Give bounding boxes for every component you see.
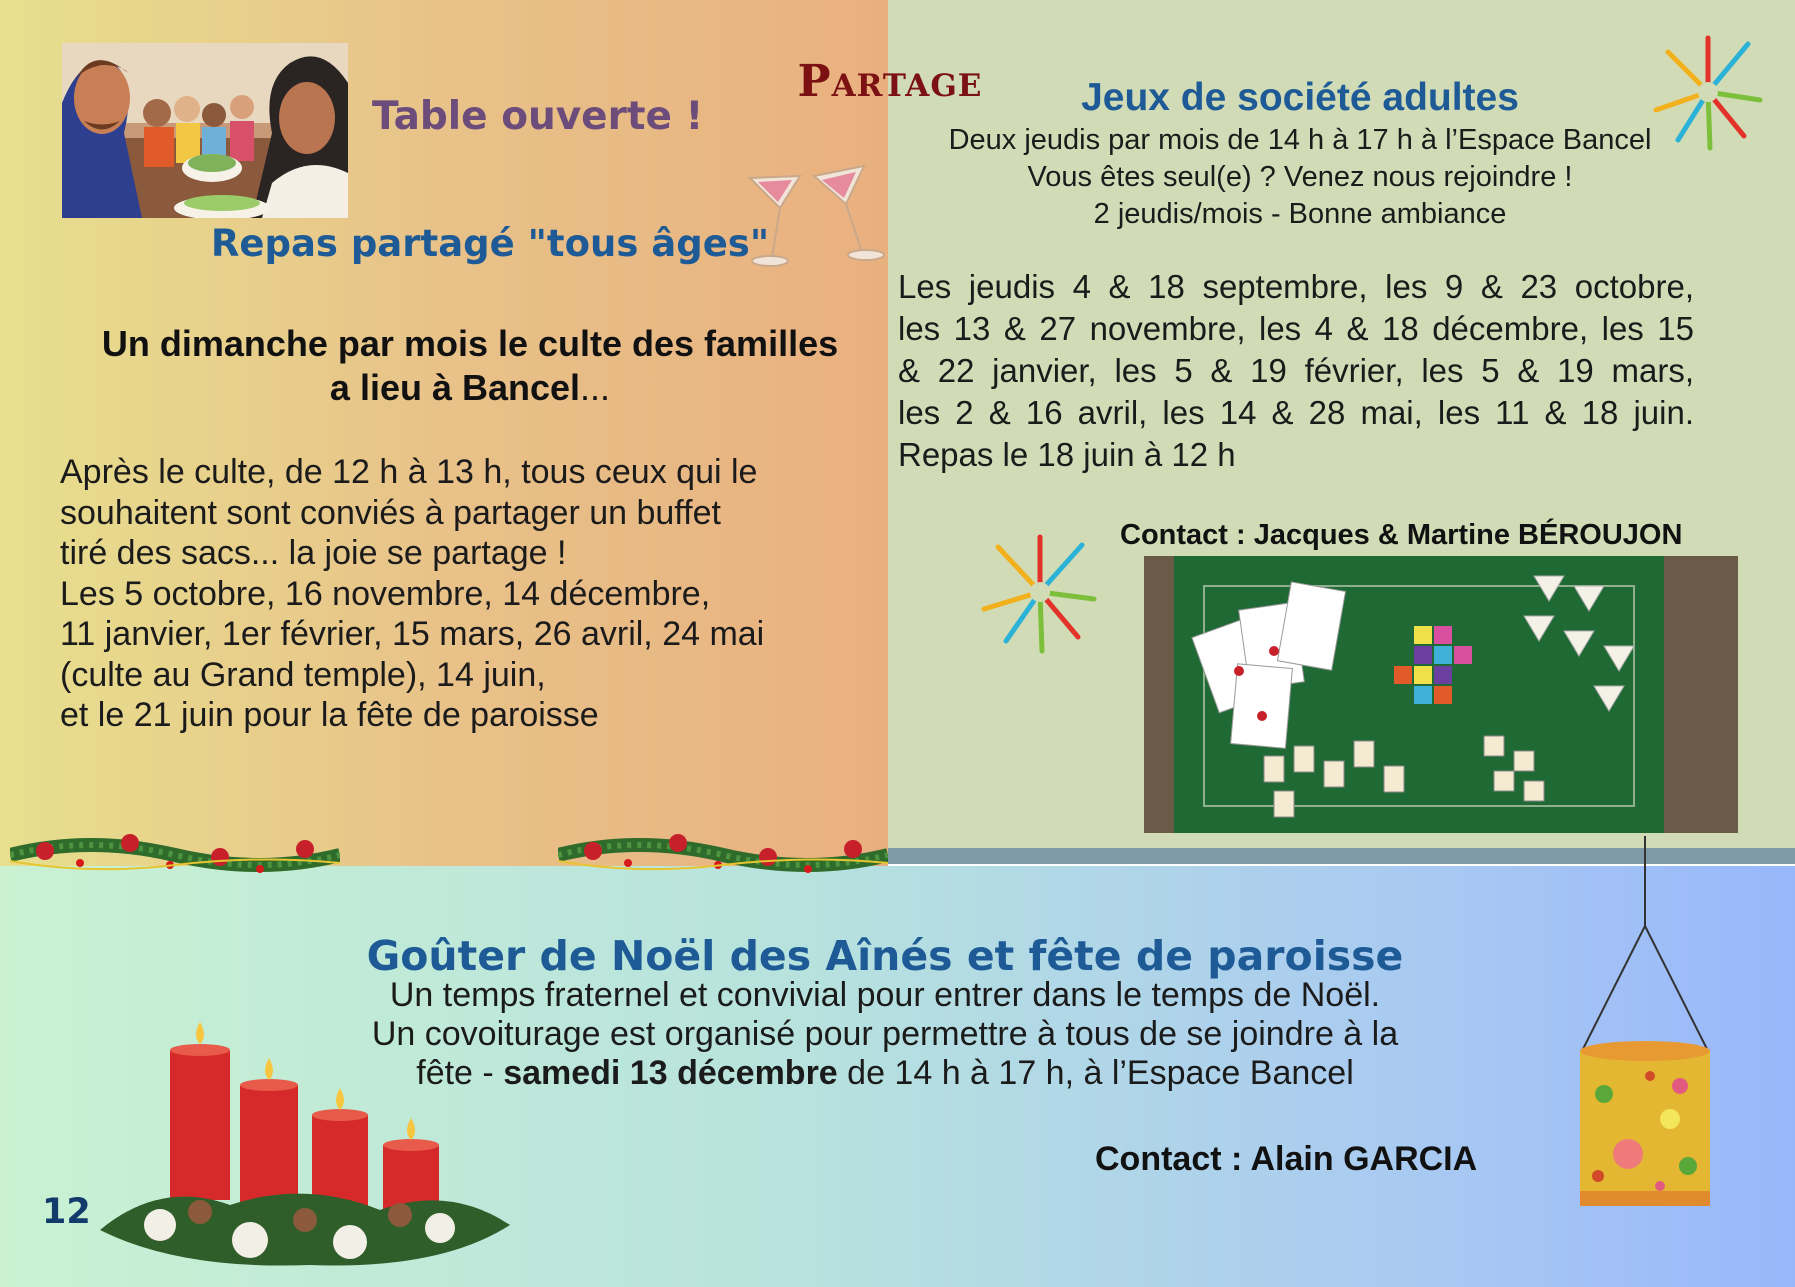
gouter-line-1: Un temps fraternel et convivial pour entrer dans le temps de Noël.: [389, 976, 1381, 1014]
intro-line: Deux jeudis par mois de 14 h à 17 h à l’Espace Bancel: [948, 124, 1652, 156]
body-line: 11 janvier, 1er février, 15 mars, 26 avril, 24 mai: [60, 615, 765, 653]
page-number: 12: [42, 1192, 91, 1232]
gouter-date: samedi 13 décembre: [503, 1054, 838, 1092]
culte-line-1: Un dimanche par mois le culte des familles: [101, 323, 839, 364]
firework-icon: [978, 527, 1102, 657]
body-line: tiré des sacs... la joie se partage !: [60, 534, 567, 572]
gouter-contact: Contact : Alain GARCIA: [1095, 1140, 1478, 1178]
intro-line: Vous êtes seul(e) ? Venez nous rejoindre !: [1027, 161, 1573, 193]
repas-details-text: [60, 452, 880, 736]
holly-garland: [10, 825, 340, 885]
board-games-photo: [1144, 556, 1738, 833]
body-line: (culte au Grand temple), 14 juin,: [60, 655, 546, 694]
jeux-heading: Jeux de société adultes: [1081, 76, 1519, 119]
paper-lantern-icon: [1570, 836, 1720, 1226]
dates-line: les 13 & 27 novembre, les 4 & 18 décembre, les 15: [898, 310, 1694, 347]
holly-garland: [558, 825, 888, 885]
body-line: Les 5 octobre, 16 novembre, 14 décembre,: [60, 574, 711, 613]
jeux-contact: Contact : Jacques & Martine BÉROUJON: [1120, 519, 1683, 551]
culte-line-2: [60, 366, 880, 410]
gouter-line-3-pre: fête -: [416, 1054, 504, 1092]
body-line: et le 21 juin pour la fête de paroisse: [60, 696, 599, 734]
jeux-intro-text: [900, 122, 1700, 233]
dates-line: les 2 & 16 avril, les 14 & 28 mai, les 11 & 18 juin.: [898, 394, 1694, 431]
page-title: Partage: [797, 56, 983, 107]
culte-familles-text: [60, 322, 880, 410]
gouter-heading: Goûter de Noël des Aînés et fête de paroisse: [366, 932, 1404, 980]
dates-line: Repas le 18 juin à 12 h: [898, 436, 1236, 473]
repas-partage-heading: Repas partagé "tous âges": [210, 222, 770, 265]
body-line: souhaitent sont conviés à partager un buffet: [60, 493, 721, 532]
dinner-illustration: [62, 43, 348, 218]
table-ouverte-heading: Table ouverte !: [372, 94, 704, 139]
gouter-line-3-post: de 14 h à 17 h, à l’Espace Bancel: [837, 1054, 1354, 1092]
intro-line: 2 jeudis/mois - Bonne ambiance: [1093, 198, 1507, 230]
dates-line: & 22 janvier, les 5 & 19 février, les 5 & 19 mars,: [898, 352, 1694, 389]
jeux-dates-text: [898, 266, 1694, 476]
culte-line-2-bold: a lieu à Bancel: [329, 367, 581, 408]
advent-candles-icon: [100, 1020, 510, 1270]
dates-line: Les jeudis 4 & 18 septembre, les 9 & 23 octobre,: [898, 268, 1694, 305]
body-line: Après le culte, de 12 h à 13 h, tous ceux qui le: [60, 453, 758, 491]
culte-line-2-tail: ...: [580, 367, 611, 408]
gouter-line-2: Un covoiturage est organisé pour permettre à tous de se joindre à la: [371, 1015, 1399, 1053]
